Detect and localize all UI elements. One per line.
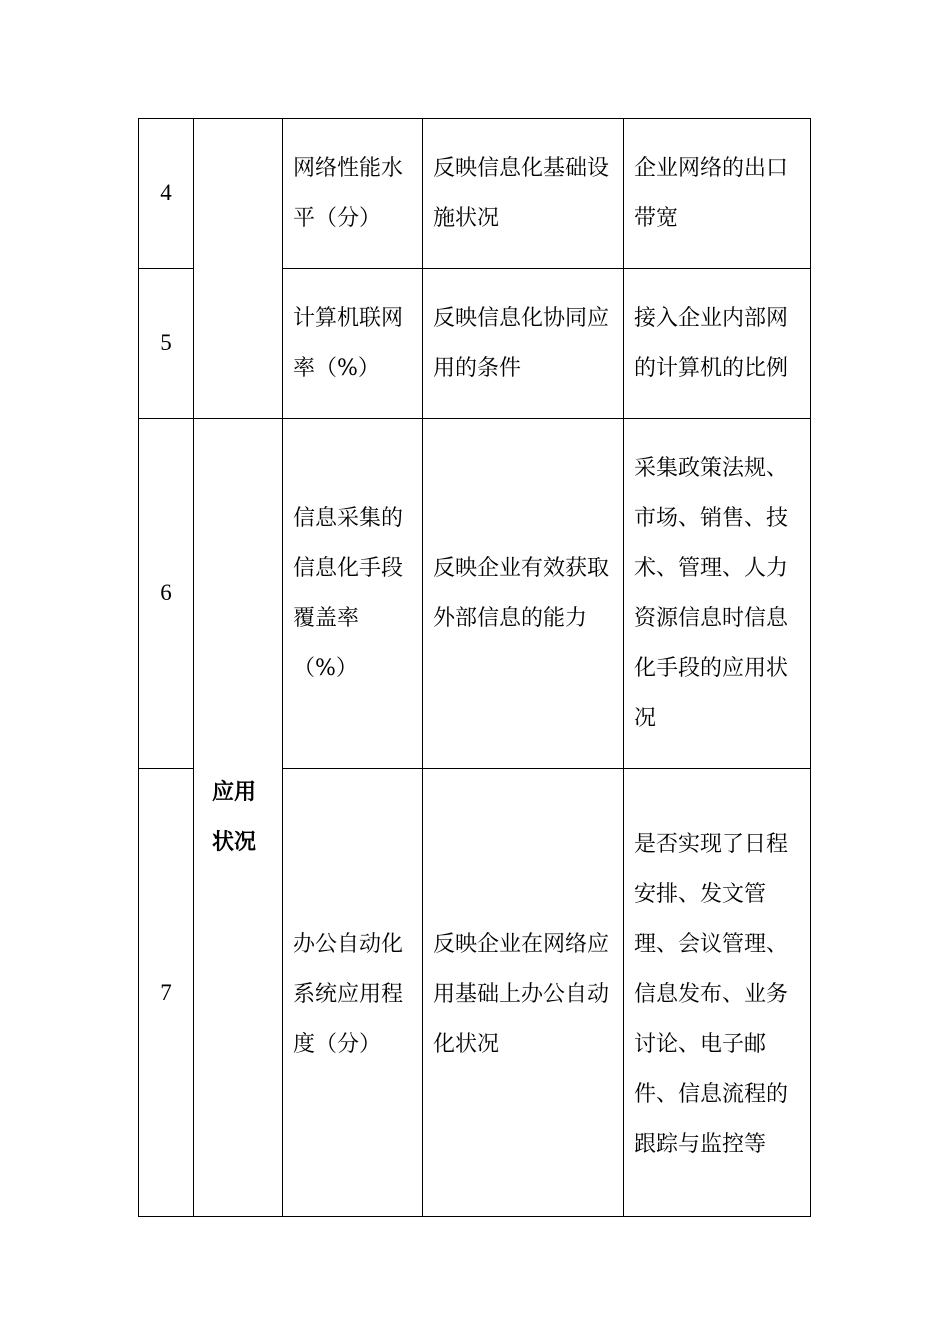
description-cell: 是否实现了日程安排、发文管理、会议管理、信息发布、业务讨论、电子邮件、信息流程的跟踪与监控等 (624, 769, 811, 1217)
row-number (139, 419, 194, 769)
table-row (139, 419, 811, 769)
row-number-text: 5 (160, 330, 172, 355)
row-number-text: 4 (160, 180, 172, 205)
row-number (139, 119, 194, 269)
meaning-cell: 反映信息化协同应用的条件 (423, 269, 624, 419)
row-number (139, 769, 194, 1217)
indicator-cell: 网络性能水平（分） (283, 119, 423, 269)
table-row (139, 119, 811, 269)
meaning-cell: 反映信息化基础设施状况 (423, 119, 624, 269)
indicator-cell: 信息采集的信息化手段覆盖率（%） (283, 419, 423, 769)
description-cell: 采集政策法规、市场、销售、技术、管理、人力资源信息时信息化手段的应用状况 (624, 419, 811, 769)
category-cell-empty (194, 119, 283, 419)
indicator-cell: 办公自动化系统应用程度（分） (283, 769, 423, 1217)
category-label: 应用状况 (212, 779, 257, 855)
category-cell (194, 419, 283, 1217)
indicator-cell: 计算机联网率（%） (283, 269, 423, 419)
row-number-text: 7 (160, 980, 172, 1005)
meaning-cell: 反映企业在网络应用基础上办公自动化状况 (423, 769, 624, 1217)
description-cell: 企业网络的出口带宽 (624, 119, 811, 269)
row-number (139, 269, 194, 419)
meaning-cell: 反映企业有效获取外部信息的能力 (423, 419, 624, 769)
indicator-table (138, 118, 811, 1217)
row-number-text: 6 (160, 580, 172, 605)
description-cell: 接入企业内部网的计算机的比例 (624, 269, 811, 419)
